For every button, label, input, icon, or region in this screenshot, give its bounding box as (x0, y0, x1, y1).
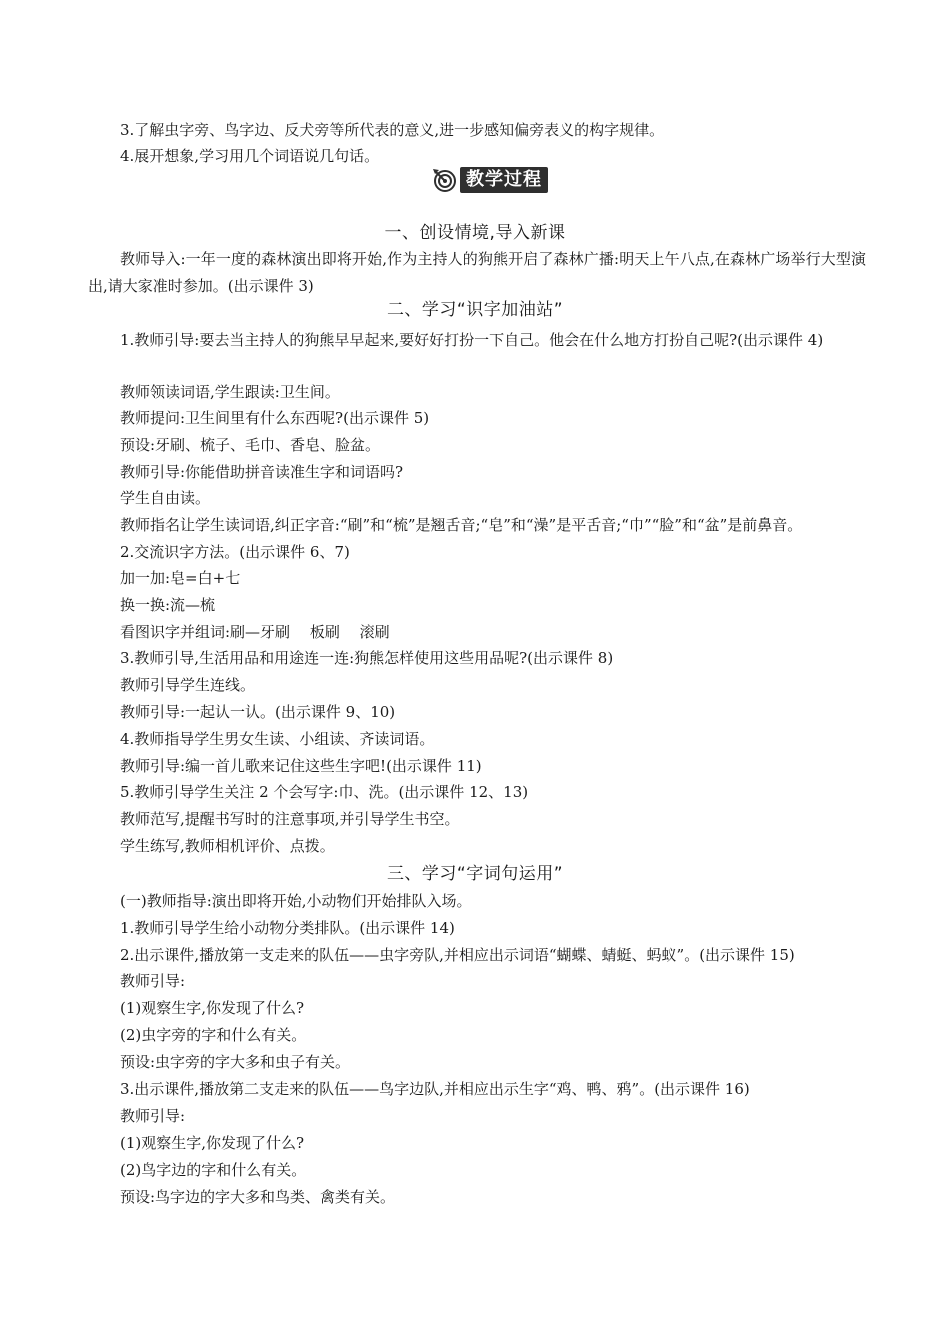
objective-item-4: 4.展开想象,学习用几个词语说几句话。 (120, 147, 380, 165)
target-icon (432, 167, 458, 193)
section-2-paragraph-1: 1.教师引导:要去当主持人的狗熊早早起来,要好好打扮一下自己。他会在什么地方打扮自己呢?(出示课件 4) (120, 331, 824, 349)
objective-item-3: 3.了解虫字旁、鸟字边、反犬旁等所代表的意义,进一步感知偏旁表义的构字规律。 (120, 121, 665, 139)
section-3-line: (1)观察生字,你发现了什么? (120, 1134, 305, 1152)
section-3-line: 3.出示课件,播放第二支走来的队伍——鸟字边队,并相应出示生字“鸡、鸭、鸦”。(出示课件 16) (120, 1080, 750, 1098)
section-2-line: 预设:牙刷、梳子、毛巾、香皂、脸盆。 (120, 436, 381, 454)
section-2-heading: 二、学习“识字加油站” (386, 300, 564, 320)
section-2-line: 加一加:皂=白+七 (120, 569, 241, 587)
section-2-line: 学生自由读。 (120, 489, 211, 507)
section-3-line: (一)教师指导:演出即将开始,小动物们开始排队入场。 (120, 892, 472, 910)
section-2-line: 4.教师指导学生男女生读、小组读、齐读词语。 (120, 730, 435, 748)
banner-title: 教学过程 (460, 167, 548, 193)
section-3-line: 教师引导: (120, 972, 186, 990)
section-2-line: 2.交流识字方法。(出示课件 6、7) (120, 543, 350, 561)
section-2-line: 看图识字并组词:刷—牙刷 板刷 滚刷 (120, 623, 390, 641)
section-3-line: 预设:虫字旁的字大多和虫子有关。 (120, 1053, 351, 1071)
section-2-line: 教师引导:编一首儿歌来记住这些生字吧!(出示课件 11) (120, 757, 482, 775)
section-2-line: 教师指名让学生读词语,纠正字音:“刷”和“梳”是翘舌音;“皂”和“澡”是平舌音;“巾”“脸”和“盆”是前鼻音。 (120, 516, 803, 534)
section-3-line: 1.教师引导学生给小动物分类排队。(出示课件 14) (120, 919, 455, 937)
section-2-line: 学生练写,教师相机评价、点拨。 (120, 837, 335, 855)
section-banner (432, 166, 548, 194)
section-2-line: 教师引导:一起认一认。(出示课件 9、10) (120, 703, 396, 721)
section-2-line: 3.教师引导,生活用品和用途连一连:狗熊怎样使用这些用品呢?(出示课件 8) (120, 649, 614, 667)
section-3-line: 预设:鸟字边的字大多和鸟类、禽类有关。 (120, 1188, 396, 1206)
section-2-line: 5.教师引导学生关注 2 个会写字:巾、洗。(出示课件 12、13) (120, 783, 529, 801)
section-3-line: (2)鸟字边的字和什么有关。 (120, 1161, 307, 1179)
section-2-line: 教师引导学生连线。 (120, 676, 256, 694)
section-3-heading: 三、学习“字词句运用” (386, 864, 564, 884)
section-3-line: (2)虫字旁的字和什么有关。 (120, 1026, 307, 1044)
section-1-heading: 一、创设情境,导入新课 (384, 223, 566, 243)
section-2-line: 教师提问:卫生间里有什么东西呢?(出示课件 5) (120, 409, 430, 427)
section-3-line: 教师引导: (120, 1107, 186, 1125)
section-2-line: 教师领读词语,学生跟读:卫生间。 (120, 383, 340, 401)
section-2-line: 教师范写,提醒书写时的注意事项,并引导学生书空。 (120, 810, 460, 828)
section-2-line: 教师引导:你能借助拼音读准生字和词语吗? (120, 463, 404, 481)
section-3-line: (1)观察生字,你发现了什么? (120, 999, 305, 1017)
section-1-intro: 教师导入:一年一度的森林演出即将开始,作为主持人的狗熊开启了森林广播:明天上午八点,在森林广场举行大型演出,请大家准时参加。(出示课件 3) (88, 250, 866, 295)
section-3-line: 2.出示课件,播放第一支走来的队伍——虫字旁队,并相应出示词语“蝴蝶、蜻蜓、蚂蚁”。(出示课件 15) (120, 946, 795, 964)
section-2-line: 换一换:流—梳 (120, 596, 216, 614)
